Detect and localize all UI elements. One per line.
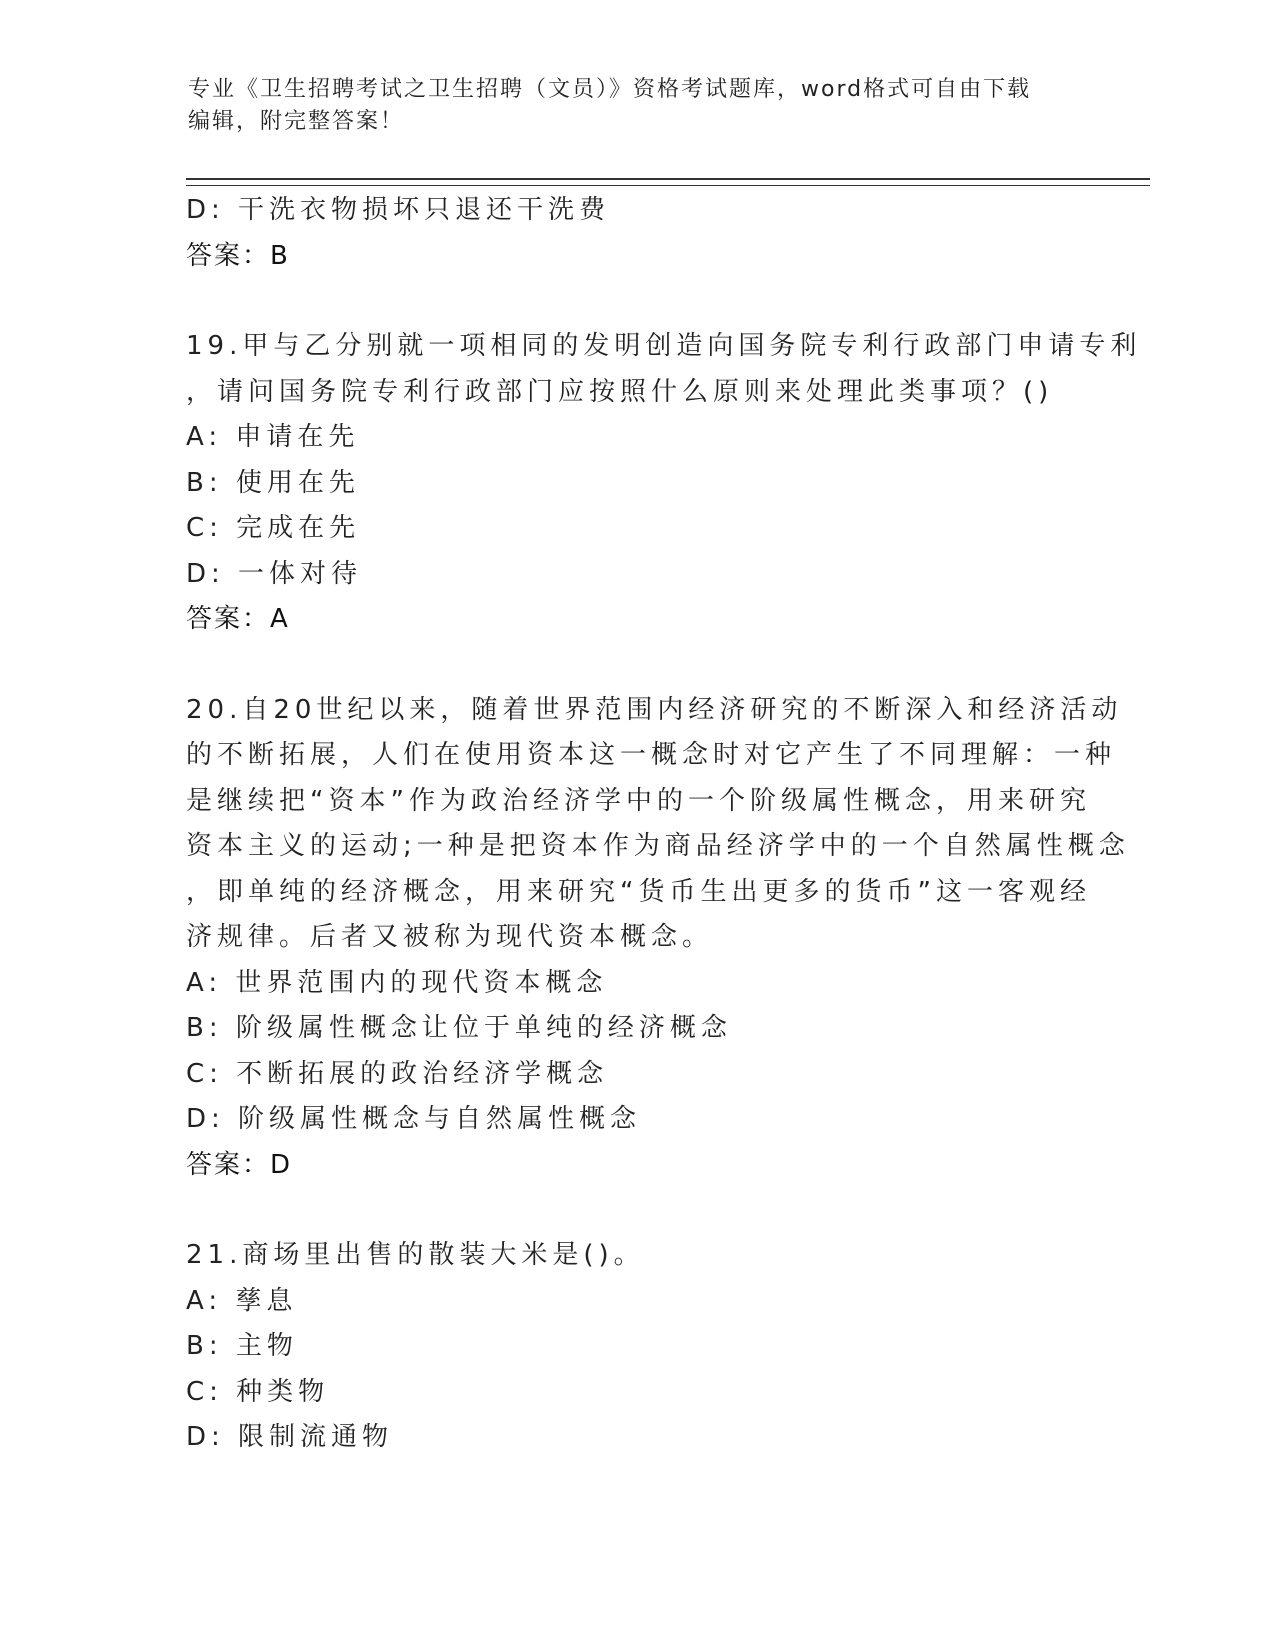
header-line-2: 编辑，附完整答案！ xyxy=(188,109,405,134)
question-stem-line: 资本主义的运动;一种是把资本作为商品经济学中的一个自然属性概念 xyxy=(186,831,1130,861)
header-divider xyxy=(186,178,1150,186)
option-b: B: 阶级属性概念让位于单纯的经济概念 xyxy=(186,1013,732,1043)
question-19 xyxy=(186,324,1142,643)
option-c: C: 不断拓展的政治经济学概念 xyxy=(186,1058,609,1089)
option-c: C: 种类物 xyxy=(186,1376,330,1407)
option-a: A: 世界范围内的现代资本概念 xyxy=(186,967,608,998)
document-header xyxy=(188,74,1068,138)
question-stem-line: 21.商场里出售的散装大米是()。 xyxy=(186,1240,645,1270)
question-stem-line: ，即单纯的经济概念，用来研究“货币生出更多的货币”这一客观经 xyxy=(186,876,1091,907)
question-stem-line: ，请问国务院专利行政部门应按照什么原则来处理此类事项？() xyxy=(186,376,1054,407)
option-c: C: 完成在先 xyxy=(186,513,361,543)
question-stem-line: 济规律。后者又被称为现代资本概念。 xyxy=(186,922,714,952)
question-stem-line: 20.自20世纪以来，随着世界范围内经济研究的不断深入和经济活动 xyxy=(186,694,1123,725)
question-stem-line: 19.甲与乙分别就一项相同的发明创造向国务院专利行政部门申请专利 xyxy=(186,331,1142,361)
question-content xyxy=(186,188,1142,1461)
question-20 xyxy=(186,688,1130,1189)
option-d: D: 阶级属性概念与自然属性概念 xyxy=(186,1104,642,1134)
option-a: A: 孳息 xyxy=(186,1285,298,1316)
option-d: D: 干洗衣物损坏只退还干洗费 xyxy=(186,195,611,225)
question-stem-line: 的不断拓展，人们在使用资本这一概念时对它产生了不同理解：一种 xyxy=(186,740,1117,770)
answer-label: 答案：B xyxy=(186,240,290,271)
header-line-1: 专业《卫生招聘考试之卫生招聘（文员）》资格考试题库，word格式可自由下载 xyxy=(188,77,1032,102)
option-a: A: 申请在先 xyxy=(186,422,360,452)
option-b: B: 使用在先 xyxy=(186,467,360,498)
option-d: D: 一体对待 xyxy=(186,558,363,589)
answer-label: 答案：D xyxy=(186,1149,293,1180)
option-b: B: 主物 xyxy=(186,1331,298,1361)
question-stem-line: 是继续把“资本”作为政治经济学中的一个阶级属性概念，用来研究 xyxy=(186,785,1091,816)
question-21 xyxy=(186,1233,1086,1461)
option-d: D: 限制流通物 xyxy=(186,1422,394,1452)
answer-label: 答案：A xyxy=(186,604,290,634)
